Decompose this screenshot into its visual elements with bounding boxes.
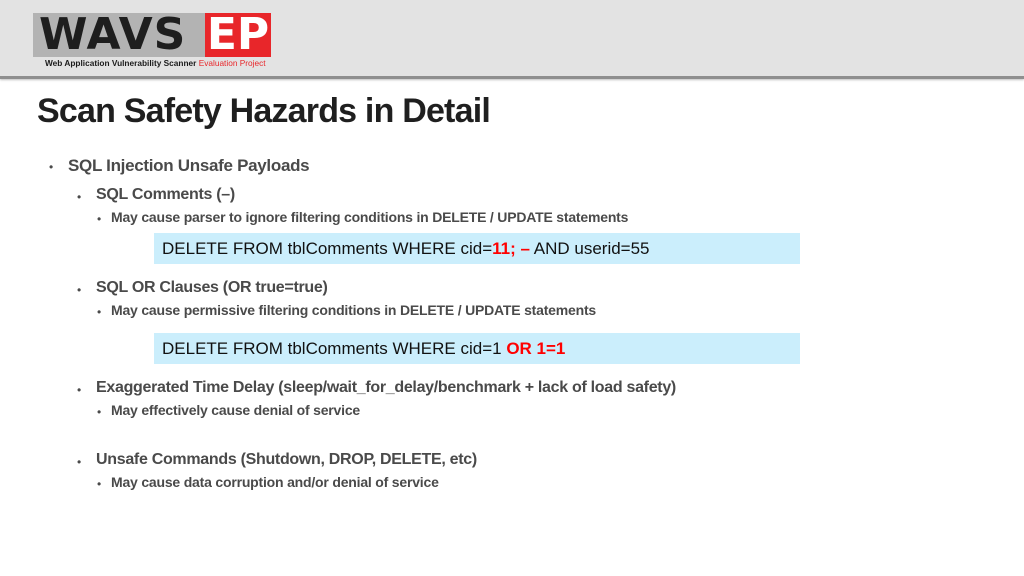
header-bar	[0, 0, 1024, 79]
bullet-sql-comments: SQL Comments (–)	[96, 186, 235, 203]
code-example-comments	[154, 233, 800, 264]
code-text: DELETE FROM tblComments WHERE cid=	[162, 239, 493, 258]
logo-wordmark	[33, 13, 271, 57]
bullet-icon: •	[97, 212, 102, 226]
code-highlight: OR 1=1	[506, 339, 566, 358]
detail-sql-or: May cause permissive filtering conditions in DELETE / UPDATE statements	[111, 302, 596, 318]
detail-unsafe-commands: May cause data corruption and/or denial of service	[111, 474, 439, 490]
logo-ep-text: EP	[206, 13, 270, 57]
bullet-icon: •	[77, 283, 82, 297]
bullet-icon: •	[97, 305, 102, 319]
code-text: AND userid=55	[529, 239, 650, 258]
logo-subtitle-main: Web Application Vulnerability Scanner	[45, 58, 197, 68]
bullet-icon: •	[77, 190, 82, 204]
code-text: DELETE FROM tblComments WHERE cid=1	[162, 339, 507, 358]
detail-time-delay: May effectively cause denial of service	[111, 402, 360, 418]
bullet-sql-or: SQL OR Clauses (OR true=true)	[96, 279, 328, 296]
detail-sql-comments: May cause parser to ignore filtering conditions in DELETE / UPDATE statements	[111, 209, 629, 225]
logo-subtitle	[45, 58, 266, 68]
bullet-icon: •	[49, 160, 54, 174]
code-example-or	[154, 333, 800, 364]
bullet-icon: •	[97, 477, 102, 491]
logo-subtitle-accent: Evaluation Project	[198, 58, 266, 68]
code-highlight: 11; –	[492, 239, 530, 258]
slide-title: Scan Safety Hazards in Detail	[37, 92, 490, 130]
bullet-icon: •	[97, 405, 102, 419]
bullet-icon: •	[77, 455, 82, 469]
logo-wavs-text: WAVS	[33, 13, 205, 57]
wavsep-logo	[33, 13, 271, 69]
bullet-icon: •	[77, 383, 82, 397]
bullet-time-delay: Exaggerated Time Delay (sleep/wait_for_delay/benchmark + lack of load safety)	[96, 379, 676, 396]
bullet-sql-injection: SQL Injection Unsafe Payloads	[68, 156, 310, 175]
bullet-unsafe-commands: Unsafe Commands (Shutdown, DROP, DELETE, etc)	[96, 451, 477, 468]
